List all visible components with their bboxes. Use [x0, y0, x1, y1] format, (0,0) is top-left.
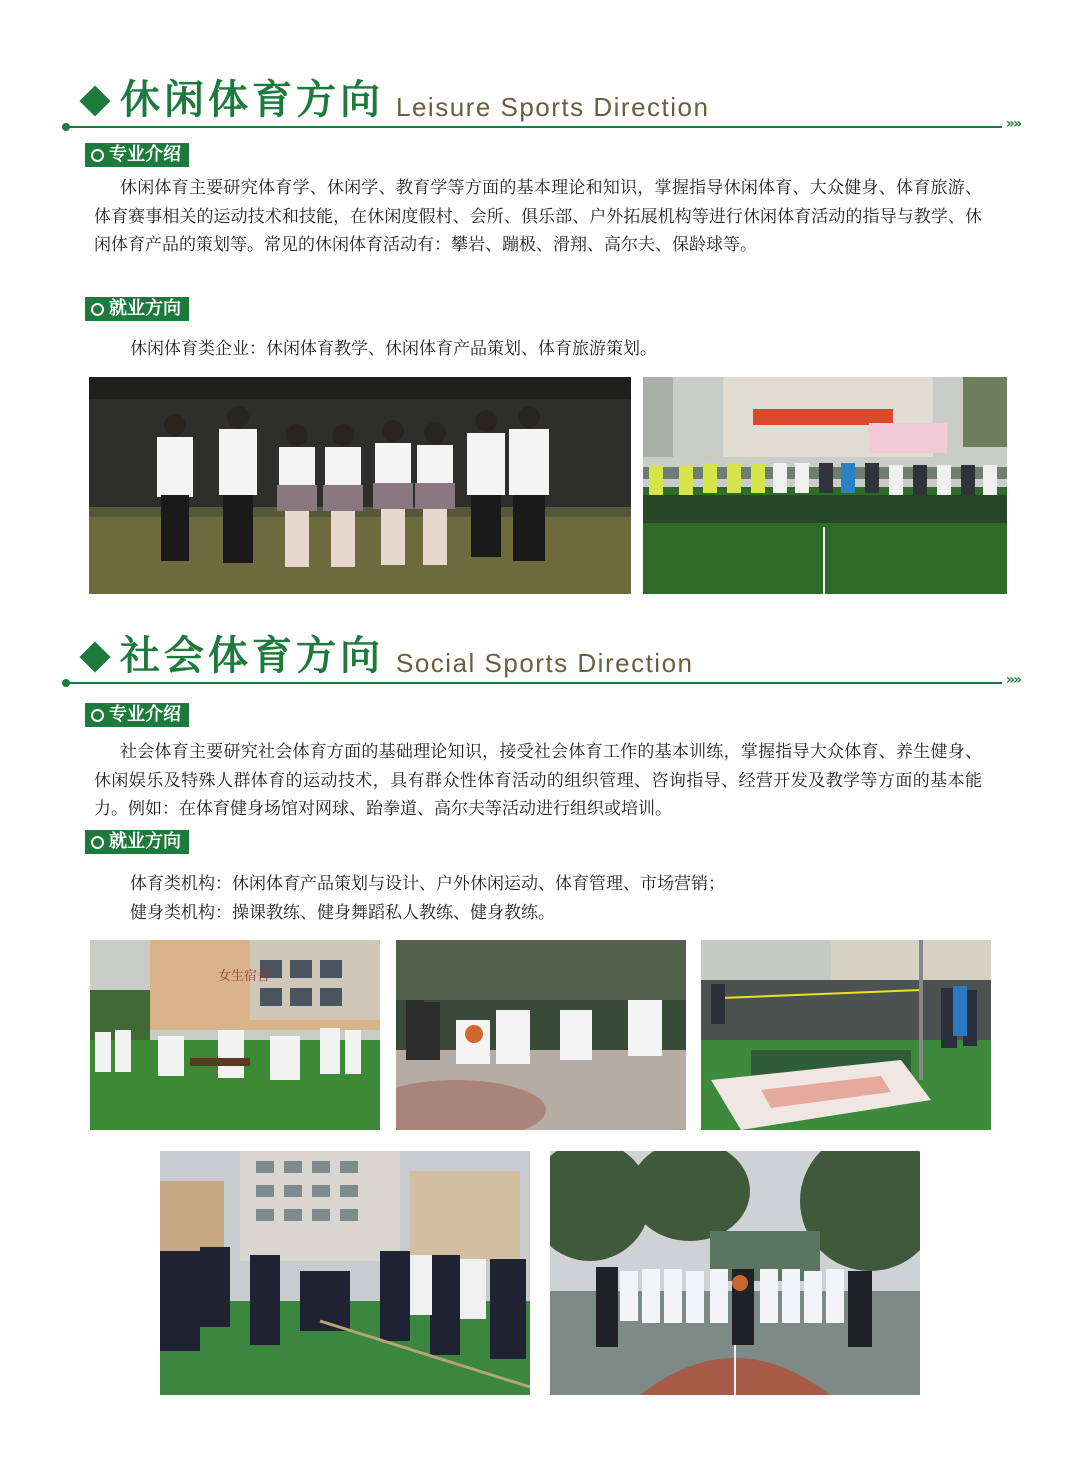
- leisure-career-line: 休闲体育类企业：休闲体育教学、休闲体育产品策划、体育旅游策划。: [130, 339, 657, 359]
- diamond-bullet-icon: [79, 641, 110, 672]
- basketball-team-photo: [550, 1151, 920, 1395]
- social-title-cn: 社会体育方向: [120, 633, 384, 679]
- double-chevron-icon: »»: [1005, 116, 1020, 132]
- social-intro-tag-label: 专业介绍: [109, 704, 181, 725]
- taekwondo-photo: [90, 940, 380, 1130]
- circle-bullet-icon: [91, 836, 104, 849]
- golf-students-photo: [89, 377, 631, 594]
- leisure-intro-tag-label: 专业介绍: [109, 144, 181, 165]
- leisure-career-tag: [85, 297, 189, 321]
- leisure-intro-tag: [85, 143, 189, 167]
- social-career-tag-label: 就业方向: [109, 831, 181, 852]
- social-section-header: [78, 632, 694, 680]
- soccer-team-photo: [643, 377, 1007, 594]
- high-jump-photo: [701, 940, 991, 1130]
- leisure-divider: [62, 116, 1020, 132]
- leisure-title-en: Leisure Sports Direction: [396, 92, 710, 122]
- basketball-game-photo: [396, 940, 686, 1130]
- dorm-sign-text: 女生宿舍: [218, 969, 271, 984]
- leisure-section-header: [78, 76, 709, 124]
- diamond-bullet-icon: [79, 85, 110, 116]
- social-career-line-1: 体育类机构：休闲体育产品策划与设计、户外休闲运动、体育管理、市场营销；: [130, 874, 725, 894]
- leisure-career-tag-label: 就业方向: [109, 298, 181, 319]
- leisure-title-cn: 休闲体育方向: [120, 77, 384, 123]
- double-chevron-icon: »»: [1005, 672, 1020, 688]
- social-title-en: Social Sports Direction: [396, 648, 694, 678]
- social-divider: [62, 672, 1020, 688]
- social-intro-text: 社会体育主要研究社会体育方面的基础理论知识，接受社会体育工作的基本训练，掌握指导大众体育、养生健身、休闲娱乐及特殊人群体育的运动技术，具有群众性体育活动的组织管理、咨询指导、经营开发及教学等方面的基本能力。例如：在体育健身场馆对网球、跆拳道、高尔夫等活动进行组织或培训。: [94, 742, 982, 819]
- social-career-line-2: 健身类机构：操课教练、健身舞蹈私人教练、健身教练。: [130, 903, 555, 923]
- leisure-intro-text: 休闲体育主要研究体育学、休闲学、教育学等方面的基本理论和知识，掌握指导休闲体育、大众健身、体育旅游、体育赛事相关的运动技术和技能，在休闲度假村、会所、俱乐部、户外拓展机构等进行休闲体育活动的指导与教学、休闲体育产品的策划等。常见的休闲体育活动有：攀岩、蹦极、滑翔、高尔夫、保龄球等。: [94, 178, 982, 255]
- circle-bullet-icon: [91, 303, 104, 316]
- social-intro-tag: [85, 703, 189, 727]
- circle-bullet-icon: [91, 709, 104, 722]
- social-career-tag: [85, 830, 189, 854]
- circle-bullet-icon: [91, 149, 104, 162]
- tug-of-war-photo: [160, 1151, 530, 1395]
